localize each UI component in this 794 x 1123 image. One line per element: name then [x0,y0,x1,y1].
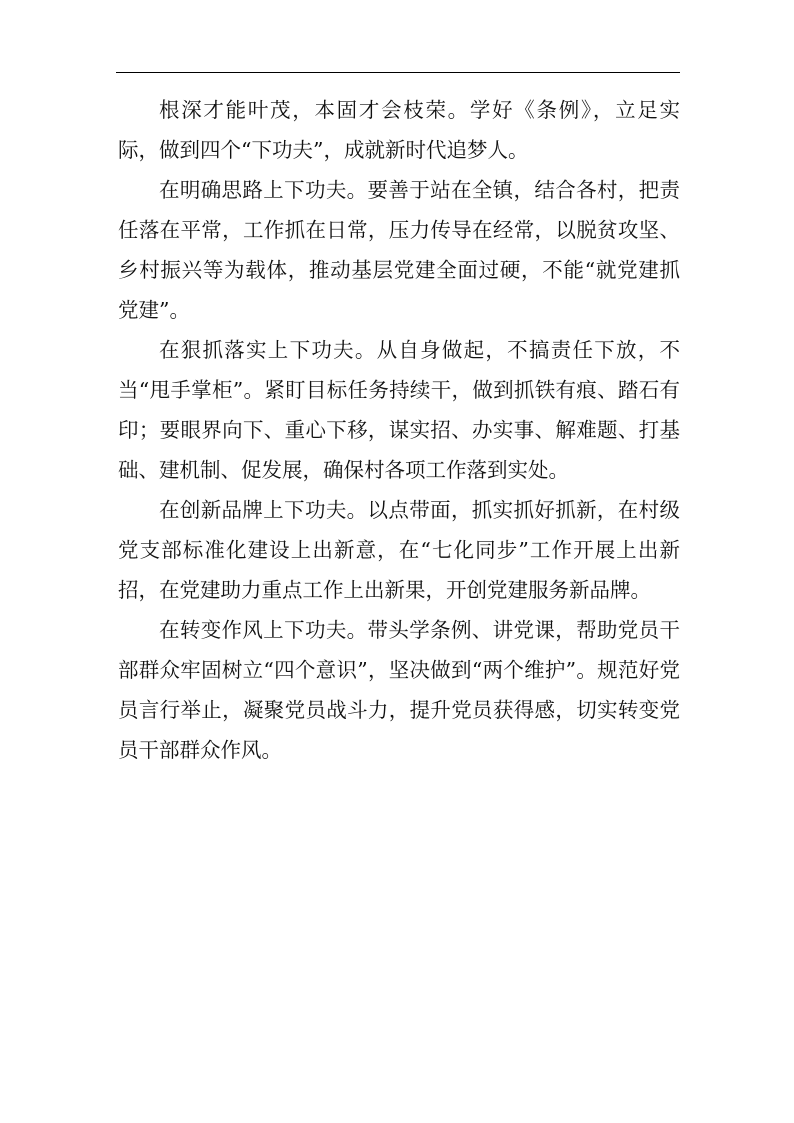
paragraph-1: 根深才能叶茂，本固才会枝荣。学好《条例》，立足实际，做到四个“下功夫”，成就新时代追梦人。 [118,98,680,162]
paragraph-2: 在明确思路上下功夫。要善于站在全镇，结合各村，把责任落在平常，工作抓在日常，压力传导在经常，以脱贫攻坚、乡村振兴等为载体，推动基层党建全面过硬，不能“就党建抓党建”。 [118,178,680,322]
document-body [118,90,680,770]
paragraph-4: 在创新品牌上下功夫。以点带面，抓实抓好抓新，在村级党支部标准化建设上出新意，在“七化同步”工作开展上出新招，在党建助力重点工作上出新果，开创党建服务新品牌。 [118,498,680,602]
header-rule [116,72,680,73]
paragraph-5: 在转变作风上下功夫。带头学条例、讲党课，帮助党员干部群众牢固树立“四个意识”，坚决做到“两个维护”。规范好党员言行举止，凝聚党员战斗力，提升党员获得感，切实转变党员干部群众作风。 [118,618,680,762]
paragraph-3: 在狠抓落实上下功夫。从自身做起，不搞责任下放，不当“甩手掌柜”。紧盯目标任务持续干，做到抓铁有痕、踏石有印；要眼界向下、重心下移，谋实招、办实事、解难题、打基础、建机制、促发展，确保村各项工作落到实处。 [118,338,680,482]
